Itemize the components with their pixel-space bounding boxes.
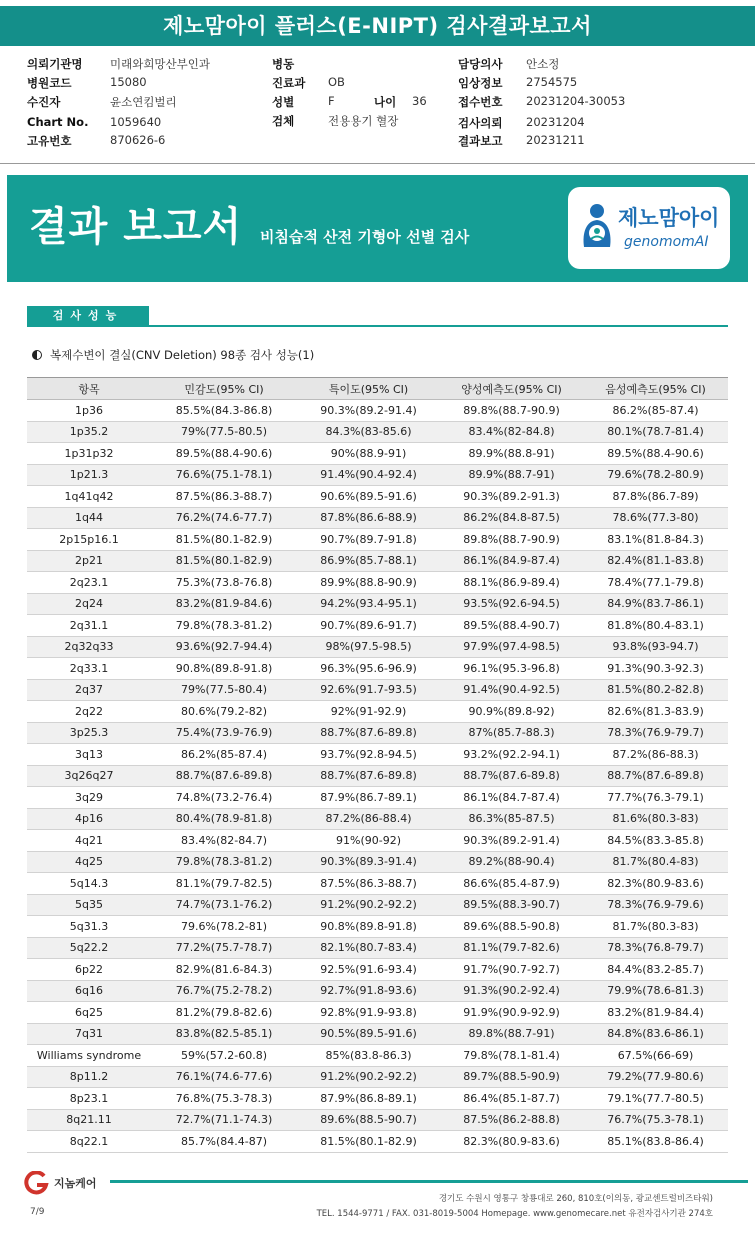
performance-table [27,377,728,1153]
table-cell: 80.4%(78.9-81.8) [151,808,297,830]
table-row [27,443,728,465]
table-cell: 85%(83.8-86.3) [297,1045,440,1067]
header-npv: 음성예측도(95% CI) [583,378,728,400]
table-cell: 80.1%(78.7-81.4) [583,421,728,443]
table-cell: 79.8%(78.1-81.4) [440,1045,583,1067]
table-cell: 79.2%(77.9-80.6) [583,1066,728,1088]
table-cell: 86.2%(85-87.4) [151,744,297,766]
table-cell: 87%(85.7-88.3) [440,722,583,744]
table-cell: Williams syndrome [27,1045,151,1067]
table-cell: 81.7%(80.3-83) [583,916,728,938]
table-cell: 76.7%(75.2-78.2) [151,980,297,1002]
logo-name: 제노맘아이 [618,206,720,230]
table-row [27,679,728,701]
table-cell: 6p22 [27,959,151,981]
table-cell: 91.2%(90.2-92.2) [297,1066,440,1088]
table-cell: 87.9%(86.7-89.1) [297,787,440,809]
request-label: 검사의뢰 [458,116,503,130]
table-cell: 91.3%(90.2-92.4) [440,980,583,1002]
table-cell: 92.6%(91.7-93.5) [297,679,440,701]
table-cell: 3p25.3 [27,722,151,744]
table-cell: 90.7%(89.6-91.7) [297,615,440,637]
table-cell: 1q44 [27,507,151,529]
table-cell: 86.6%(85.4-87.9) [440,873,583,895]
table-row [27,722,728,744]
table-cell: 87.2%(86-88.4) [297,808,440,830]
request-value: 20231204 [526,115,585,129]
table-cell: 82.1%(80.7-83.4) [297,937,440,959]
table-row [27,1109,728,1131]
table-cell: 3q29 [27,787,151,809]
table-cell: 89.8%(88.7-90.9) [440,529,583,551]
table-cell: 86.2%(85-87.4) [583,400,728,422]
page-number: 7/9 [30,1207,45,1217]
table-cell: 2p21 [27,550,151,572]
table-cell: 2q24 [27,593,151,615]
table-cell: 78.6%(77.3-80) [583,507,728,529]
table-cell: 8q22.1 [27,1131,151,1153]
table-row [27,1088,728,1110]
table-cell: 2q22 [27,701,151,723]
table-cell: 90.8%(89.8-91.8) [151,658,297,680]
table-row [27,1131,728,1153]
table-cell: 81.6%(80.3-83) [583,808,728,830]
table-cell: 78.3%(76.9-79.6) [583,894,728,916]
table-cell: 91.4%(90.4-92.4) [297,464,440,486]
receipt-label: 접수번호 [458,95,503,109]
table-cell: 85.1%(83.8-86.4) [583,1131,728,1153]
table-cell: 85.5%(84.3-86.8) [151,400,297,422]
table-cell: 1q41q42 [27,486,151,508]
table-cell: 87.8%(86.7-89) [583,486,728,508]
table-cell: 83.1%(81.8-84.3) [583,529,728,551]
table-cell: 1p31p32 [27,443,151,465]
table-cell: 88.7%(87.6-89.8) [440,765,583,787]
examinee-value: 윤소연킴벌리 [110,95,177,109]
table-cell: 7q31 [27,1023,151,1045]
table-cell: 76.8%(75.3-78.3) [151,1088,297,1110]
table-cell: 82.4%(81.1-83.8) [583,550,728,572]
table-cell: 89.8%(88.7-90.9) [440,400,583,422]
report-title: 제노맘아이 플러스(E-NIPT) 검사결과보고서 [0,6,755,46]
receipt-value: 20231204-30053 [526,94,626,108]
table-row [27,959,728,981]
table-cell: 67.5%(66-69) [583,1045,728,1067]
table-cell: 79.6%(78.2-80.9) [583,464,728,486]
table-row [27,1002,728,1024]
table-cell: 89.6%(88.5-90.8) [440,916,583,938]
unique-no-value: 870626-6 [110,133,166,147]
table-cell: 82.9%(81.6-84.3) [151,959,297,981]
table-cell: 81.7%(80.4-83) [583,851,728,873]
table-cell: 76.1%(74.6-77.6) [151,1066,297,1088]
table-cell: 94.2%(93.4-95.1) [297,593,440,615]
table-cell: 2q31.1 [27,615,151,637]
header-sensitivity: 민감도(95% CI) [151,378,297,400]
table-cell: 90.8%(89.8-91.8) [297,916,440,938]
table-cell: 81.2%(79.8-82.6) [151,1002,297,1024]
table-cell: 79.6%(78.2-81) [151,916,297,938]
table-cell: 2p15p16.1 [27,529,151,551]
table-cell: 3q13 [27,744,151,766]
brand-logo [568,187,730,269]
table-row [27,486,728,508]
table-cell: 6q25 [27,1002,151,1024]
table-cell: 59%(57.2-60.8) [151,1045,297,1067]
table-cell: 93.2%(92.2-94.1) [440,744,583,766]
table-cell: 97.9%(97.4-98.5) [440,636,583,658]
table-cell: 90.6%(89.5-91.6) [297,486,440,508]
table-cell: 89.6%(88.5-90.7) [297,1109,440,1131]
table-row [27,937,728,959]
table-cell: 87.5%(86.3-88.7) [151,486,297,508]
table-cell: 5q22.2 [27,937,151,959]
table-cell: 91.4%(90.4-92.5) [440,679,583,701]
table-row [27,572,728,594]
table-cell: 81.5%(80.2-82.8) [583,679,728,701]
table-cell: 89.9%(88.8-91) [440,443,583,465]
company-name: 지놈케어 [54,1177,97,1190]
age-label: 나이 [374,95,397,109]
report-date-value: 20231211 [526,133,585,147]
table-row [27,851,728,873]
table-cell: 79%(77.5-80.5) [151,421,297,443]
table-cell: 79.8%(78.3-81.2) [151,851,297,873]
table-cell: 74.7%(73.1-76.2) [151,894,297,916]
table-cell: 4q25 [27,851,151,873]
section-underline [27,325,728,327]
table-cell: 79.9%(78.6-81.3) [583,980,728,1002]
table-cell: 83.2%(81.9-84.4) [583,1002,728,1024]
table-cell: 88.7%(87.6-89.8) [151,765,297,787]
table-row [27,550,728,572]
table-cell: 92.7%(91.8-93.6) [297,980,440,1002]
table-cell: 86.1%(84.7-87.4) [440,787,583,809]
table-body [27,400,728,1153]
table-row [27,636,728,658]
table-cell: 84.5%(83.3-85.8) [583,830,728,852]
table-row [27,830,728,852]
table-row [27,701,728,723]
table-cell: 1p21.3 [27,464,151,486]
table-cell: 82.6%(81.3-83.9) [583,701,728,723]
sex-value: F [328,94,335,108]
table-cell: 79%(77.5-80.4) [151,679,297,701]
table-cell: 86.3%(85-87.5) [440,808,583,830]
header-item: 항목 [27,378,151,400]
table-cell: 91.2%(90.2-92.2) [297,894,440,916]
table-cell: 81.1%(79.7-82.6) [440,937,583,959]
table-cell: 5q35 [27,894,151,916]
table-cell: 90.5%(89.5-91.6) [297,1023,440,1045]
table-cell: 91.9%(90.9-92.9) [440,1002,583,1024]
table-cell: 93.7%(92.8-94.5) [297,744,440,766]
table-cell: 84.8%(83.6-86.1) [583,1023,728,1045]
table-row [27,400,728,422]
table-cell: 87.9%(86.8-89.1) [297,1088,440,1110]
section-tab-performance: 검사성능 [27,306,149,326]
table-cell: 96.1%(95.3-96.8) [440,658,583,680]
table-cell: 90.7%(89.7-91.8) [297,529,440,551]
hospital-code-value: 15080 [110,75,147,89]
banner-subtitle: 비침습적 산전 기형아 선별 검사 [260,228,470,246]
table-row [27,765,728,787]
table-cell: 89.9%(88.7-91) [440,464,583,486]
table-cell: 4p16 [27,808,151,830]
dept-value: OB [328,75,345,89]
table-cell: 83.4%(82-84.7) [151,830,297,852]
table-cell: 92.5%(91.6-93.4) [297,959,440,981]
table-cell: 85.7%(84.4-87) [151,1131,297,1153]
table-cell: 83.8%(82.5-85.1) [151,1023,297,1045]
caption-text: 복제수변이 결실(CNV Deletion) 98종 검사 성능(1) [50,348,315,362]
table-cell: 5q14.3 [27,873,151,895]
table-cell: 75.3%(73.8-76.8) [151,572,297,594]
table-row [27,658,728,680]
patient-info [0,56,755,152]
unique-no-label: 고유번호 [27,134,72,148]
header-specificity: 특이도(95% CI) [297,378,440,400]
table-cell: 76.7%(75.3-78.1) [583,1109,728,1131]
table-cell: 79.1%(77.7-80.5) [583,1088,728,1110]
chart-no-label: Chart No. [27,115,89,129]
sex-label: 성별 [272,95,295,109]
specimen-value: 전용용기 혈장 [328,114,399,128]
table-cell: 78.4%(77.1-79.8) [583,572,728,594]
table-cell: 86.4%(85.1-87.7) [440,1088,583,1110]
ward-label: 병동 [272,57,295,71]
table-row [27,1023,728,1045]
table-cell: 84.3%(83-85.6) [297,421,440,443]
table-cell: 1p36 [27,400,151,422]
table-cell: 8p23.1 [27,1088,151,1110]
table-cell: 89.5%(88.4-90.6) [583,443,728,465]
report-date-label: 결과보고 [458,134,503,148]
clinical-label: 임상정보 [458,76,503,90]
table-cell: 93.6%(92.7-94.4) [151,636,297,658]
table-cell: 2q32q33 [27,636,151,658]
table-cell: 89.7%(88.5-90.9) [440,1066,583,1088]
chart-no-value: 1059640 [110,115,162,129]
table-cell: 90.9%(89.8-92) [440,701,583,723]
table-cell: 89.5%(88.3-90.7) [440,894,583,916]
table-cell: 89.2%(88-90.4) [440,851,583,873]
table-cell: 81.8%(80.4-83.1) [583,615,728,637]
specimen-label: 검체 [272,114,295,128]
table-cell: 83.2%(81.9-84.6) [151,593,297,615]
table-cell: 2q33.1 [27,658,151,680]
table-cell: 89.9%(88.8-90.9) [297,572,440,594]
logo-english: genomomAI [624,234,709,250]
table-cell: 88.1%(86.9-89.4) [440,572,583,594]
table-row [27,421,728,443]
clinical-value: 2754575 [526,75,578,89]
table-cell: 96.3%(95.6-96.9) [297,658,440,680]
table-cell: 6q16 [27,980,151,1002]
age-value: 36 [412,94,427,108]
table-row [27,787,728,809]
doctor-value: 안소정 [526,57,560,71]
table-cell: 90%(88.9-91) [297,443,440,465]
table-cell: 84.4%(83.2-85.7) [583,959,728,981]
table-cell: 90.3%(89.2-91.4) [297,400,440,422]
table-row [27,980,728,1002]
table-cell: 89.5%(88.4-90.6) [151,443,297,465]
table-row [27,744,728,766]
table-cell: 90.3%(89.3-91.4) [297,851,440,873]
table-cell: 92%(91-92.9) [297,701,440,723]
table-cell: 80.6%(79.2-82) [151,701,297,723]
table-cell: 2q37 [27,679,151,701]
table-row [27,916,728,938]
table-cell: 1p35.2 [27,421,151,443]
table-cell: 87.5%(86.3-88.7) [297,873,440,895]
table-cell: 89.5%(88.4-90.7) [440,615,583,637]
table-cell: 86.9%(85.7-88.1) [297,550,440,572]
table-row [27,873,728,895]
table-caption [32,347,314,363]
table-cell: 78.3%(76.8-79.7) [583,937,728,959]
table-cell: 86.2%(84.8-87.5) [440,507,583,529]
table-cell: 2q23.1 [27,572,151,594]
examinee-label: 수진자 [27,95,61,109]
table-cell: 87.5%(86.2-88.8) [440,1109,583,1131]
table-cell: 92.8%(91.9-93.8) [297,1002,440,1024]
table-cell: 86.1%(84.9-87.4) [440,550,583,572]
table-cell: 4q21 [27,830,151,852]
table-row [27,507,728,529]
table-cell: 77.7%(76.3-79.1) [583,787,728,809]
table-cell: 81.5%(80.1-82.9) [151,529,297,551]
table-row [27,1045,728,1067]
table-row [27,1066,728,1088]
table-row [27,615,728,637]
table-cell: 90.3%(89.2-91.3) [440,486,583,508]
table-cell: 77.2%(75.7-78.7) [151,937,297,959]
table-cell: 81.1%(79.7-82.5) [151,873,297,895]
table-cell: 82.3%(80.9-83.6) [583,873,728,895]
table-cell: 90.3%(89.2-91.4) [440,830,583,852]
mother-baby-icon [580,203,614,251]
table-cell: 88.7%(87.6-89.8) [297,722,440,744]
institution-value: 미래와희망산부인과 [110,57,210,71]
table-cell: 78.3%(76.9-79.7) [583,722,728,744]
dept-label: 진료과 [272,76,306,90]
genomecare-logo-icon [24,1171,50,1195]
table-cell: 82.3%(80.9-83.6) [440,1131,583,1153]
banner-title: 결과 보고서 [29,204,243,250]
table-row [27,808,728,830]
table-cell: 8p11.2 [27,1066,151,1088]
table-cell: 91%(90-92) [297,830,440,852]
table-cell: 98%(97.5-98.5) [297,636,440,658]
half-circle-icon [32,350,42,360]
table-cell: 93.8%(93-94.7) [583,636,728,658]
table-cell: 74.8%(73.2-76.4) [151,787,297,809]
table-cell: 93.5%(92.6-94.5) [440,593,583,615]
table-cell: 83.4%(82-84.8) [440,421,583,443]
table-cell: 89.8%(88.7-91) [440,1023,583,1045]
divider [0,163,755,164]
table-cell: 79.8%(78.3-81.2) [151,615,297,637]
table-row [27,529,728,551]
table-cell: 91.7%(90.7-92.7) [440,959,583,981]
table-row [27,894,728,916]
institution-label: 의뢰기관명 [27,57,83,71]
table-cell: 91.3%(90.3-92.3) [583,658,728,680]
company-address: 경기도 수원시 영통구 창룡대로 260, 810호(이의동, 광교센트럴비즈타워) [438,1194,713,1204]
table-cell: 81.5%(80.1-82.9) [151,550,297,572]
table-cell: 76.2%(74.6-77.7) [151,507,297,529]
table-row [27,464,728,486]
table-cell: 88.7%(87.6-89.8) [297,765,440,787]
hospital-code-label: 병원코드 [27,76,72,90]
result-banner [7,175,748,282]
header-ppv: 양성예측도(95% CI) [440,378,583,400]
company-contact: TEL. 1544-9771 / FAX. 031-8019-5004 Homepage. www.genomecare.net 유전자검사기관 274호 [316,1209,713,1219]
footer-divider [110,1180,748,1183]
table-cell: 87.8%(86.6-88.9) [297,507,440,529]
table-header-row [27,378,728,400]
table-row [27,593,728,615]
table-cell: 5q31.3 [27,916,151,938]
table-cell: 8q21.11 [27,1109,151,1131]
table-cell: 76.6%(75.1-78.1) [151,464,297,486]
table-cell: 84.9%(83.7-86.1) [583,593,728,615]
table-cell: 88.7%(87.6-89.8) [583,765,728,787]
table-cell: 3q26q27 [27,765,151,787]
table-cell: 75.4%(73.9-76.9) [151,722,297,744]
table-cell: 87.2%(86-88.3) [583,744,728,766]
table-cell: 72.7%(71.1-74.3) [151,1109,297,1131]
doctor-label: 담당의사 [458,57,503,71]
table-cell: 81.5%(80.1-82.9) [297,1131,440,1153]
